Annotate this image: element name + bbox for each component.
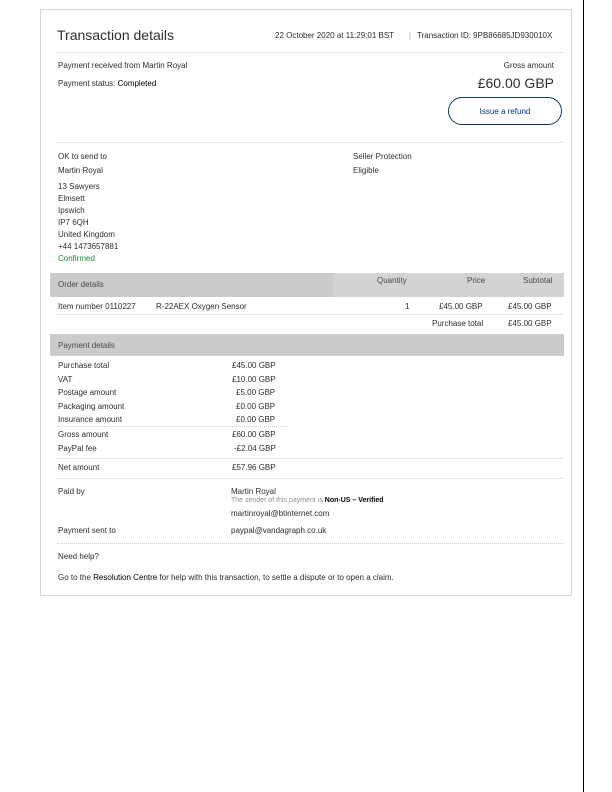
payment-details-header <box>50 334 564 356</box>
sent-to-label: Payment sent to <box>58 526 116 535</box>
help-text-after: for help with this transaction, to settle a dispute or to open a claim. <box>157 573 394 582</box>
help-title: Need help? <box>58 552 99 561</box>
payment-row-value: £57.96 GBP <box>232 463 276 472</box>
transaction-details-card <box>40 9 572 596</box>
divider <box>57 314 563 315</box>
issue-refund-button[interactable]: Issue a refund <box>448 97 562 125</box>
resolution-centre-link[interactable]: Resolution Centre <box>93 573 158 582</box>
item-subtotal: £45.00 GBP <box>508 302 552 311</box>
purchase-total-value: £45.00 GBP <box>508 319 552 328</box>
help-text <box>58 573 394 582</box>
payment-received-text: Payment received from Martin Royal <box>58 61 188 70</box>
item-quantity: 1 <box>405 302 410 311</box>
seller-protection-value: Eligible <box>353 166 379 175</box>
sender-note: The sender of this payment is <box>231 497 325 504</box>
payment-status-label: Payment status: <box>58 79 118 88</box>
payment-status-value: Completed <box>117 79 157 88</box>
header-separator: | <box>409 31 412 40</box>
sender-verification <box>231 497 384 504</box>
item-number: Item number 0110227 <box>58 302 136 311</box>
item-name: R-22AEX Oxygen Sensor <box>156 302 247 311</box>
payment-row-value: £5.00 GBP <box>236 388 276 397</box>
subtotal-header: Subtotal <box>523 276 553 285</box>
address-line: IP7 6QH <box>58 218 89 227</box>
divider <box>57 458 563 459</box>
paid-by-label: Paid by <box>58 487 85 496</box>
sender-status-badge: Non-US – Verified <box>324 497 384 504</box>
payment-row-label: Insurance amount <box>58 415 123 424</box>
address-line: United Kingdom <box>58 230 115 239</box>
seller-protection-label: Seller Protection <box>353 152 412 161</box>
payment-row-value: £45.00 GBP <box>232 361 276 370</box>
paid-by-email: martinroyal@btinternet.com <box>231 509 330 518</box>
payment-row-label: Gross amount <box>58 430 109 439</box>
payment-status <box>58 79 156 88</box>
payment-row-value: -£2.04 GBP <box>234 444 276 453</box>
help-text-before: Go to the <box>58 573 94 582</box>
divider <box>57 142 563 143</box>
payment-row-label: Packaging amount <box>58 402 125 411</box>
payment-row-label: Net amount <box>58 463 100 472</box>
price-header: Price <box>467 276 486 285</box>
payment-row-label: Postage amount <box>58 388 117 397</box>
address-confirmed-badge: Confirmed <box>58 254 95 263</box>
divider <box>57 426 287 427</box>
divider <box>57 52 563 53</box>
payment-row-value: £60.00 GBP <box>232 430 276 439</box>
payment-row-value: £10.00 GBP <box>232 375 276 384</box>
ok-to-send-label: OK to send to <box>58 152 107 161</box>
order-details-title: Order details <box>58 280 104 289</box>
payment-row-value: £0.00 GBP <box>236 415 276 424</box>
address-line: 13 Sawyers <box>58 182 100 191</box>
payment-row-value: £0.00 GBP <box>236 402 276 411</box>
payment-row-label: VAT <box>58 375 73 384</box>
transaction-date: 22 October 2020 at 11:29:01 BST <box>275 31 395 40</box>
page-title: Transaction details <box>57 27 174 43</box>
address-phone: +44 1473657881 <box>58 242 119 251</box>
paid-by-name: Martin Royal <box>231 487 276 496</box>
address-line: Elmsett <box>58 194 85 203</box>
payment-row-label: Purchase total <box>58 361 110 370</box>
gross-amount-label: Gross amount <box>503 61 554 70</box>
transaction-id: Transaction ID: 9PB86685JD930010X <box>417 31 553 40</box>
page-edge-rule <box>583 0 584 792</box>
divider <box>57 543 563 544</box>
divider <box>57 478 563 479</box>
ship-to-name: Martin Royal <box>58 166 103 175</box>
purchase-total-label: Purchase total <box>432 319 484 328</box>
quantity-header: Quantity <box>377 276 407 285</box>
address-line: Ipswich <box>58 206 85 215</box>
payment-row-label: PayPal fee <box>58 444 97 453</box>
item-price: £45.00 GBP <box>439 302 483 311</box>
payment-details-title: Payment details <box>58 341 115 350</box>
gross-amount-value: £60.00 GBP <box>477 75 554 91</box>
sent-to-email: paypal@vandagraph.co.uk <box>231 526 327 535</box>
